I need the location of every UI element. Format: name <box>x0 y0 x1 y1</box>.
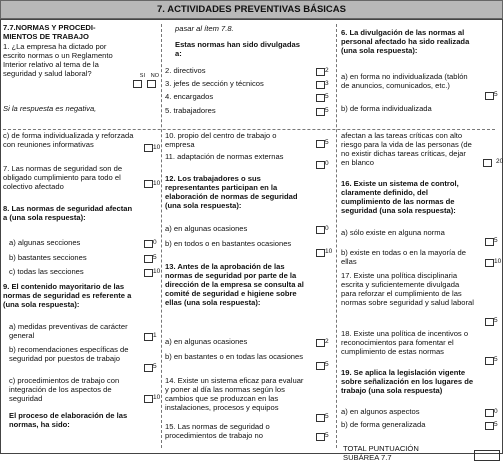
checkbox[interactable] <box>316 161 325 169</box>
column-1 <box>3 19 159 452</box>
critical-tasks-text: afectan a las tareas críticas con alto riesgo para la vida de las personas (de no existir dichas tareas críticas, dejar en blanco <box>341 131 472 167</box>
si-checkbox[interactable] <box>133 80 142 88</box>
total-score-box[interactable] <box>474 450 500 461</box>
total-score-line2: SUBÁREA 7.7 <box>343 452 392 462</box>
points: 5 <box>325 93 329 100</box>
checkbox[interactable] <box>485 422 494 430</box>
question-13 <box>165 263 331 308</box>
checkbox[interactable] <box>144 180 153 188</box>
question-9-text: 9. El contenido mayoritario de las normas de seguridad es referente a (una sola respuesta): <box>3 282 132 309</box>
option-text: a) en algunas ocasiones <box>165 224 248 233</box>
question-12 <box>165 175 331 211</box>
q13-option-b <box>165 352 331 368</box>
checkbox[interactable] <box>316 108 325 116</box>
checkbox[interactable] <box>144 364 153 372</box>
divulgation-intro-text: Estas normas han sido divulgadas a: <box>175 40 300 58</box>
option-text: b) recomendaciones específicas de seguridad por puestos de trabajo <box>9 345 129 363</box>
checkbox[interactable] <box>144 395 153 403</box>
checkbox[interactable] <box>485 259 494 267</box>
points: 10 <box>153 394 161 401</box>
question-18-text: 18. Existe una política de incentivos o reconocimientos para fomentar el cumplimiento de estas normas <box>341 329 469 356</box>
question-17-text: 17. Existe una política disciplinaria escrita y suficientemente divulgada para reforzar el cumplimiento de las normas sobre seguridad y salud laboral <box>341 271 474 307</box>
points: 10 <box>153 180 161 187</box>
question-6-text: 6. La divulgación de las normas al personal afectado ha sido realizada (una sola respuesta): <box>341 28 470 55</box>
q13-option-a <box>165 338 331 347</box>
checkbox[interactable] <box>316 362 325 370</box>
points: 5 <box>494 421 498 428</box>
checkbox[interactable] <box>144 240 153 248</box>
checkbox[interactable] <box>483 159 492 167</box>
points: 5 <box>325 432 329 439</box>
question-15-text: 15. Las normas de seguridad o procedimientos de trabajo no <box>165 422 270 440</box>
no-label: NO <box>150 73 159 79</box>
option-text: 3. jefes de sección y técnicos <box>165 79 264 88</box>
column-2 <box>165 19 331 452</box>
q19-option-a <box>341 408 500 417</box>
checkbox[interactable] <box>316 94 325 102</box>
question-12-text: 12. Los trabajadores o sus representantes participan en la elaboración de normas de seguridad (una sola respuesta): <box>165 174 298 210</box>
option-text: b) de forma generalizada <box>341 420 426 429</box>
question-5 <box>165 107 331 116</box>
skip-note: pasar al ítem 7.8. <box>175 24 234 33</box>
total-score-line1: TOTAL PUNTUACIÓN <box>343 444 419 453</box>
points: 1 <box>153 332 157 339</box>
option-text: a) algunas secciones <box>9 238 81 247</box>
option-text: 10. propio del centro de trabajo o empresa <box>165 131 277 149</box>
points: 0 <box>494 408 498 415</box>
points: 10 <box>494 258 502 265</box>
points: 5 <box>494 91 498 98</box>
question-3 <box>165 80 331 89</box>
option-text: a) medidas preventivas de carácter general <box>9 322 128 340</box>
divulgation-intro <box>165 41 331 59</box>
question-6 <box>341 29 500 56</box>
question-1-text: 1. ¿La empresa ha dictado por escrito normas o un Reglamento Interior relativo al tema de la seguridad y salud laboral? <box>3 42 113 78</box>
q6-option-b <box>341 105 500 114</box>
option-text: b) existe en todas o en la mayoría de ellas <box>341 248 466 266</box>
column-3 <box>341 19 503 452</box>
elaboration-question-text: El proceso de elaboración de las normas, ha sido: <box>9 411 128 429</box>
option-c <box>3 132 159 150</box>
critical-tasks-note <box>341 131 503 168</box>
points: 5 <box>494 237 498 244</box>
points: 20 <box>496 158 503 165</box>
question-1 <box>3 43 159 79</box>
total-score-label <box>343 445 419 462</box>
question-19-text: 19. Se aplica la legislación vigente sobre señalización en los lugares de trabajo (una sola respuesta) <box>341 368 474 395</box>
checkbox[interactable] <box>316 68 325 76</box>
question-19 <box>341 369 500 396</box>
points: 5 <box>325 361 329 368</box>
option-text: a) en algunas ocasiones <box>165 337 248 346</box>
points: 5 <box>153 363 157 370</box>
question-18 <box>341 329 500 363</box>
option-text: 11. adaptación de normas externas <box>165 152 284 161</box>
checkbox[interactable] <box>316 339 325 347</box>
question-14-text: 14. Existe un sistema eficaz para evaluar y poner al día las normas según los cambios que se produzcan en las instalaciones, procesos y equipos <box>165 376 304 412</box>
option-text: 2. directivos <box>165 66 206 75</box>
question-13-text: 13. Antes de la aprobación de las normas de seguridad por parte de la dirección de la empresa se consulta al comité de seguridad e higiene sobre ellas (una sola respuesta): <box>165 262 304 307</box>
q16-option-b <box>341 249 500 267</box>
checkbox[interactable] <box>316 81 325 89</box>
checkbox[interactable] <box>144 255 153 263</box>
option-text: b) en bastantes o en todas las ocasiones <box>165 352 304 361</box>
checkbox[interactable] <box>485 92 494 100</box>
question-8 <box>3 205 159 223</box>
subsection-heading: 7.7.NORMAS Y PROCEDI- MIENTOS DE TRABAJO <box>3 23 96 41</box>
points: 10 <box>153 144 161 151</box>
question-7 <box>3 165 159 192</box>
checkbox[interactable] <box>144 144 153 152</box>
option-text: a) sólo existe en alguna norma <box>341 228 445 237</box>
option-text: a) en algunos aspectos <box>341 407 420 416</box>
question-4 <box>165 93 331 102</box>
q16-option-a <box>341 228 500 244</box>
checkbox[interactable] <box>485 318 494 326</box>
q12-option-a <box>165 225 331 234</box>
checkbox[interactable] <box>316 140 325 148</box>
option-text: 4. encargados <box>165 92 214 101</box>
points: 5 <box>325 413 329 420</box>
points: 5 <box>494 317 498 324</box>
question-8-text: 8. Las normas de seguridad afectan a (una sola respuesta): <box>3 204 133 222</box>
option-text: 5. trabajadores <box>165 106 216 115</box>
section-banner: 7. ACTIVIDADES PREVENTIVAS BÁSICAS <box>0 0 503 19</box>
points: 0 <box>153 239 157 246</box>
q6-option-a <box>341 72 500 98</box>
question-16-text: 16. Existe un sistema de control, claramente definido, del cumplimiento de las normas de seguridad (una sola respuesta): <box>341 179 459 215</box>
points: 2 <box>325 67 329 74</box>
q19-option-b <box>341 421 500 430</box>
option-text: b) de forma individualizada <box>341 104 432 113</box>
checkbox[interactable] <box>316 433 325 441</box>
question-14 <box>165 376 331 420</box>
option-text: a) en forma no individualizada (tablón de anuncios, comunicados, etc.) <box>341 72 468 90</box>
q9-option-a <box>3 323 159 341</box>
checkbox[interactable] <box>316 226 325 234</box>
points: 5 <box>325 139 329 146</box>
option-text: c) procedimientos de trabajo con integración de los aspectos de seguridad <box>9 376 120 403</box>
checkbox[interactable] <box>144 269 153 277</box>
checkbox[interactable] <box>485 357 494 365</box>
checkbox[interactable] <box>144 333 153 341</box>
negative-note: Si la respuesta es negativa, <box>3 104 97 113</box>
question-10 <box>165 132 331 150</box>
points: 0 <box>325 160 329 167</box>
question-11 <box>165 152 331 167</box>
question-9 <box>3 283 159 310</box>
question-7-text: 7. Las normas de seguridad son de obligado cumplimiento para todo el colectivo afectado <box>3 164 123 191</box>
column-divider-2 <box>336 24 337 448</box>
q9-option-c <box>3 377 159 404</box>
no-checkbox[interactable] <box>147 80 156 88</box>
question-17 <box>341 271 500 324</box>
option-text: b) en todos o en bastantes ocasiones <box>165 239 292 248</box>
elaboration-question <box>3 412 159 430</box>
question-16 <box>341 180 500 216</box>
question-2 <box>165 67 331 76</box>
checkbox[interactable] <box>485 409 494 417</box>
option-text: b) bastantes secciones <box>9 253 87 262</box>
question-15 <box>165 423 331 441</box>
points: 5 <box>494 356 498 363</box>
column-divider-1 <box>161 24 162 448</box>
si-label: SI <box>139 73 145 79</box>
points: 10 <box>153 268 161 275</box>
points: 3 <box>325 80 329 87</box>
checkbox[interactable] <box>485 238 494 246</box>
points: 10 <box>325 248 333 255</box>
q12-option-b <box>165 239 333 255</box>
option-text: c) todas las secciones <box>9 267 84 276</box>
points: 0 <box>325 225 329 232</box>
points: 2 <box>325 338 329 345</box>
q9-option-b <box>3 345 159 370</box>
option-c-text: c) de forma individualizada y reforzada con reuniones informativas <box>3 131 134 149</box>
checkbox[interactable] <box>316 249 325 257</box>
points: 5 <box>325 107 329 114</box>
checkbox[interactable] <box>316 414 325 422</box>
points: 5 <box>153 254 157 261</box>
